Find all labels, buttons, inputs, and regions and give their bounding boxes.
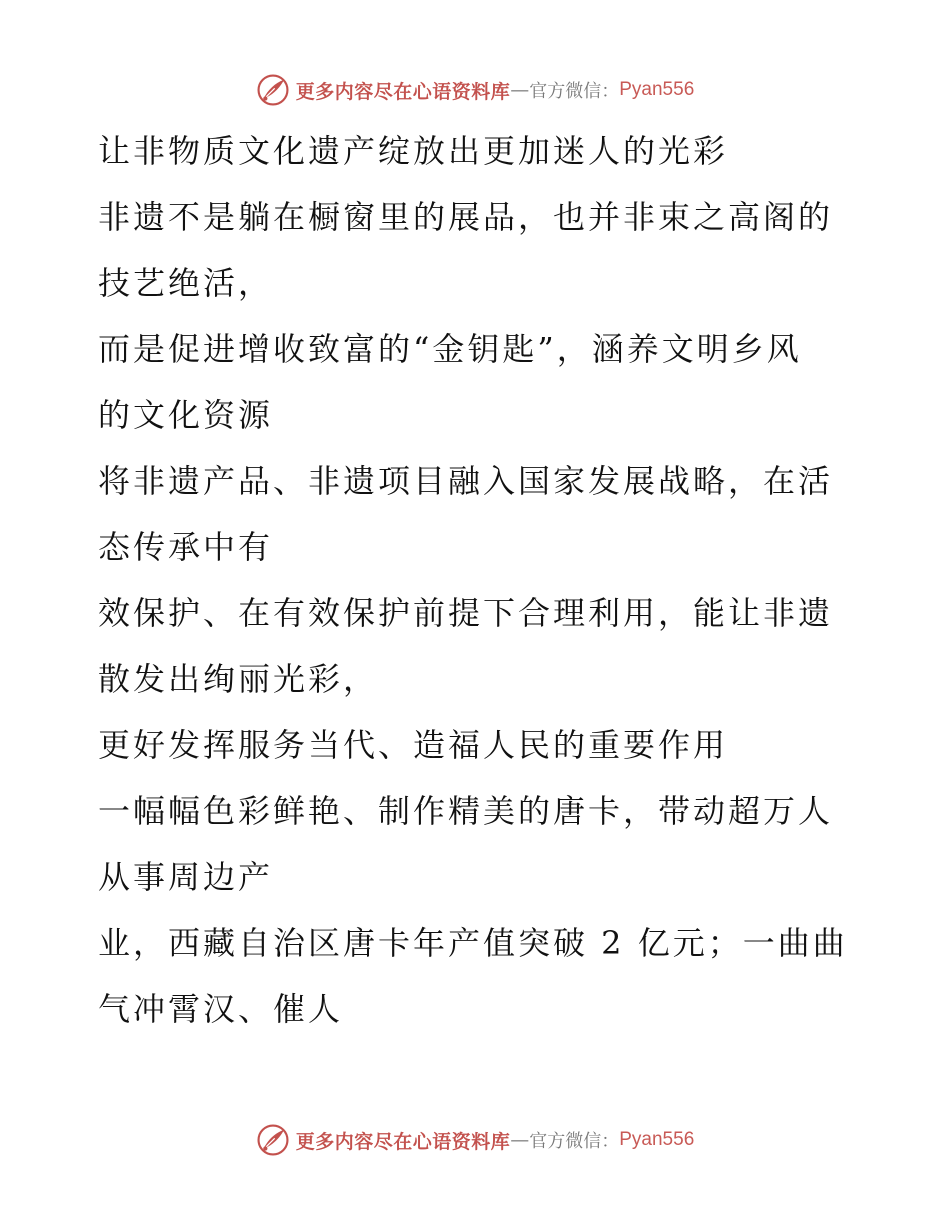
watermark-label: 官方微信： [529, 81, 620, 102]
text-line: 业，西藏自治区唐卡年产值突破 2 亿元；一曲曲 [98, 924, 848, 962]
text-line: 让非物质文化遗产绽放出更加迷人的光彩 [98, 132, 729, 170]
watermark-dash: — [510, 79, 530, 101]
watermark-account: Pyan556 [619, 1129, 695, 1150]
text-line: 气冲霄汉、催人 [98, 990, 344, 1028]
text-line: 效保护、在有效保护前提下合理利用，能让非遗 [98, 594, 834, 632]
text-line: 而是促进增收致富的“金钥匙”，涵养文明乡风 [98, 330, 802, 368]
text-line: 更好发挥服务当代、造福人民的重要作用 [98, 726, 729, 764]
footer-watermark [0, 1120, 950, 1160]
text-line: 非遗不是躺在橱窗里的展品，也并非束之高阁的 [98, 198, 834, 236]
text-line: 从事周边产 [98, 858, 274, 896]
watermark-account: Pyan556 [619, 79, 695, 100]
watermark-brand: 更多内容尽在心语资料库 [295, 1130, 511, 1153]
quill-logo-icon [256, 73, 290, 107]
header-watermark [0, 70, 950, 110]
watermark-label: 官方微信： [529, 1131, 620, 1152]
watermark-dash: — [510, 1129, 530, 1151]
text-line: 态传承中有 [98, 528, 274, 566]
text-line: 一幅幅色彩鲜艳、制作精美的唐卡，带动超万人 [98, 792, 834, 830]
watermark-brand: 更多内容尽在心语资料库 [295, 80, 511, 103]
text-line: 散发出绚丽光彩， [98, 660, 379, 698]
text-line: 技艺绝活， [98, 264, 274, 302]
quill-logo-icon [256, 1123, 290, 1157]
text-line: 将非遗产品、非遗项目融入国家发展战略，在活 [98, 462, 834, 500]
text-line: 的文化资源 [98, 396, 274, 434]
document-body [98, 118, 858, 1042]
